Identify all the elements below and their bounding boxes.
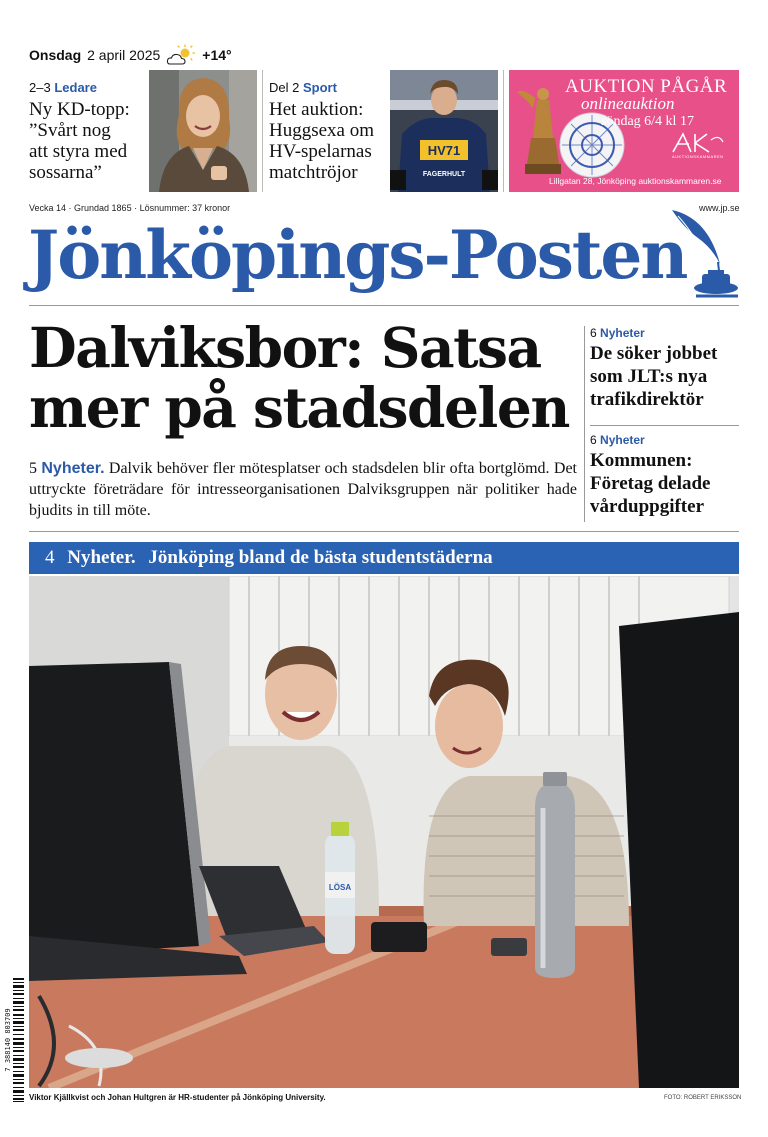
jersey-sponsor: FAGERHULT [422,171,466,178]
side-story-kommunen[interactable] [590,433,740,518]
barcode-digits: 7 388140 803709 [4,1008,12,1072]
quill-inkwell-icon [668,208,742,300]
ad-logo-text: AUKTIONSKAMMAREN [672,154,724,159]
rule [590,425,739,426]
teaser-sport[interactable] [269,80,389,183]
main-headline[interactable]: Dalviksbor: Satsa mer på stadsdelen [29,315,569,440]
ad-subtitle: onlineauktion [581,94,675,113]
side-headline: De söker jobbet som JLT:s nya trafikdirektör [590,343,718,410]
divider [503,70,504,192]
teaser-ledare[interactable] [29,80,147,183]
ad-date: söndag 6/4 kl 17 [601,114,694,129]
rule [29,531,739,532]
side-headline: Kommunen: Företag delade vårduppgifter [590,450,711,517]
photo-credit: FOTO: ROBERT ERIKSSON [664,1095,742,1101]
temperature: +14° [202,47,232,63]
main-photo-students [29,576,739,1088]
side-story-jlt[interactable] [590,326,740,411]
masthead-title: Jönköpings-Posten [28,216,687,294]
photo-caption: Viktor Kjällkvist och Johan Hultgren är HR-studenter på Jönköping University. [29,1093,326,1102]
teaser-photo-hockey-player [390,70,498,192]
teaser-headline: Ny KD-topp: ”Svårt nog att styra med sossarna” [29,99,130,183]
issue-info: Vecka 14 · Grundad 1865 · Lösnummer: 37 kronor [29,203,231,213]
bottle-label: LÖSA [328,883,352,892]
side-label: 6 Nyheter [590,433,645,447]
dateline [29,44,232,66]
main-lede: 5 Nyheter. Dalvik behöver fler mötesplatser och stadsdelen blir ofta bortglömd. Det uttryckte företrädare för intresseorganisationen Dalviksgruppen när politiker hade bjudits in till möte. [29,460,577,519]
rule [29,305,739,306]
teaser-photo-woman [149,70,257,192]
story-banner[interactable] [29,542,739,574]
barcode-icon [3,976,25,1104]
column-divider [584,326,585,522]
date: 2 april 2025 [87,47,161,63]
weekday: Onsdag [29,47,82,63]
teaser-label: 2–3 Ledare [29,80,97,95]
side-label: 6 Nyheter [590,326,645,340]
teaser-label: Del 2 Sport [269,80,337,95]
auction-ad[interactable] [509,70,739,192]
auction-logo-icon [669,132,725,154]
banner-text: 4 Nyheter. Jönköping bland de bästa studentstäderna [45,547,493,568]
partly-sunny-icon [166,44,196,66]
jersey-text: HV71 [427,143,461,158]
ad-title: AUKTION PÅGÅR [565,76,728,97]
website-link[interactable]: www.jp.se [699,203,740,213]
teaser-headline: Het auktion: Huggsexa om HV-spelarnas matchtröjor [269,99,375,183]
ad-address: Lillgatan 28, Jönköping auktionskammaren.se [549,176,722,186]
divider [262,70,263,192]
